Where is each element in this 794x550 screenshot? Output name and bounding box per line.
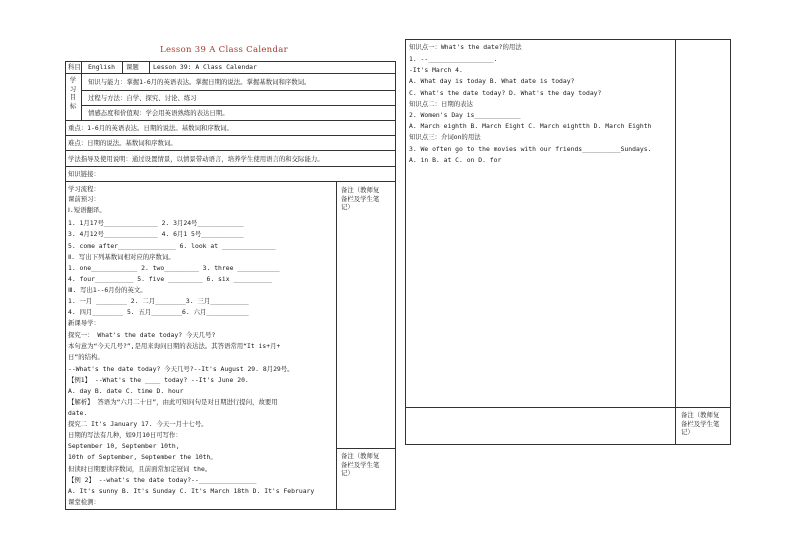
body-line: 学习流程： [68,185,100,193]
body-line: 1. one____________ 2. two_________ 3. three ___________ [68,264,280,272]
right-line: 知识点三：介词on的用法 [409,133,481,141]
body-line: 10th of September, September the 10th。 [68,453,217,461]
body-line: Ⅱ. 写出下列基数词相对应的序数词。 [68,253,175,261]
objective-emotion: 情感态度和价值观：学会用英语熟练的表达日期。 [88,109,229,117]
right-line: 2. Women's Day is____________ [409,111,521,119]
body-line: 但读时日期要读序数词，且前面常加定冠词 the。 [68,465,212,473]
body-line: 本句意为“今天几号?”,是用来询问日期的表达法。其答语常用“It is+月+ [68,342,281,350]
page-title: Lesson 39 A Class Calendar [160,45,288,55]
body-line: date. [68,409,88,417]
body-line: 4. 四月________ 5. 五月________6. 六月___________ [68,308,249,316]
right-line: 1. --_________________. [409,55,498,63]
body-line: 探究二 It's January 17. 今天一月十七号。 [68,420,208,428]
right-line: 知识点一：What's the date?的用法 [409,43,522,51]
objective-process: 过程与方法：自学、探究、讨论、练习 [88,94,197,102]
body-line: 日期的写法有几种，如9月10日可写作： [68,431,182,439]
body-line: 【例 2】 --what's the date today?--_______________ [68,476,257,484]
notes-label-top: 备注（教师复备栏及学生笔记） [341,186,380,211]
knowledge-link: 知识链接： [68,170,100,178]
notes-label-right: 备注（教师复备栏及学生笔记） [681,411,720,436]
subject-label: 科目 [68,63,81,71]
body-line: --What's the date today? 今天几号?--It's August 29. 8月29号。 [68,365,294,373]
body-line: 日”的结构。 [68,353,104,361]
body-line: 4. four__________ 5. five _________ 6. six __________ [68,275,272,283]
objective-knowledge: 知识与能力：掌握1-6月的英语表达。掌握日期的说法。掌握基数词和序数词。 [88,78,311,86]
topic-value: Lesson 39: A Class Calendar [153,63,257,71]
method: 学法指导及使用说明：通过设置情景，以情景带动语言，培养学生使用语言的和交际能力。 [68,155,324,163]
body-line: 探究一： What's the date today? 今天几号? [68,331,216,339]
body-line: 【解析】 答语为“六月二十日”，由此可知问句是对日期进行提问，故要用 [68,398,278,406]
objectives-side-label: 学习目标 [69,76,77,110]
right-line: A. in B. at C. on D. for [409,156,502,164]
subject-value: English [88,63,115,71]
difficulty: 难点：日期的说法。基数词和序数词。 [68,139,177,147]
body-line: 课堂检测： [68,498,100,506]
body-line: 【例1】 --What's the ____ today? --It's June 20. [68,376,249,384]
right-line: 知识点二：日期的表达 [409,100,473,108]
right-line: 3. We often go to the movies with our friends__________Sundays. [409,145,652,153]
right-line: -It's March 4. [409,66,463,74]
body-line: A. It's sunny B. It's Sunday C. It's March 18th D. It's February [68,487,315,495]
body-line: 5. come after_______________ 6. look at ______________ [68,242,276,250]
body-line: 课前预习： [68,195,100,203]
body-line: 1. 1月17号______________ 2. 3月24号____________ [68,219,244,227]
body-line: Ⅲ. 写出1--6月份的英文。 [68,286,147,294]
body-line: 1. 一月 ________ 2. 二月________3. 三月__________ [68,297,249,305]
right-line: A. What day is today B. What date is today? [409,77,575,85]
right-line: C. What's the date today? D. What's the day today? [409,89,602,97]
right-line: A. March eighth B. March Eight C. March eightth D. March Eighth [409,122,652,130]
key-points: 重点：1-6月的英语表达。日期的说法。基数词和序数词。 [68,124,233,132]
body-line: A. day B. date C. time D. hour [68,387,184,395]
notes-label-bottom: 备注（教师复备栏及学生笔记） [341,452,380,477]
body-line: September 10, September 10th, [68,442,180,450]
body-line: Ⅰ.短语翻译。 [68,206,106,214]
topic-label: 课题 [126,63,139,71]
body-line: 3. 4月12号______________ 4. 6月1 5号___________ [68,230,244,238]
body-line: 新课导学： [68,319,100,327]
